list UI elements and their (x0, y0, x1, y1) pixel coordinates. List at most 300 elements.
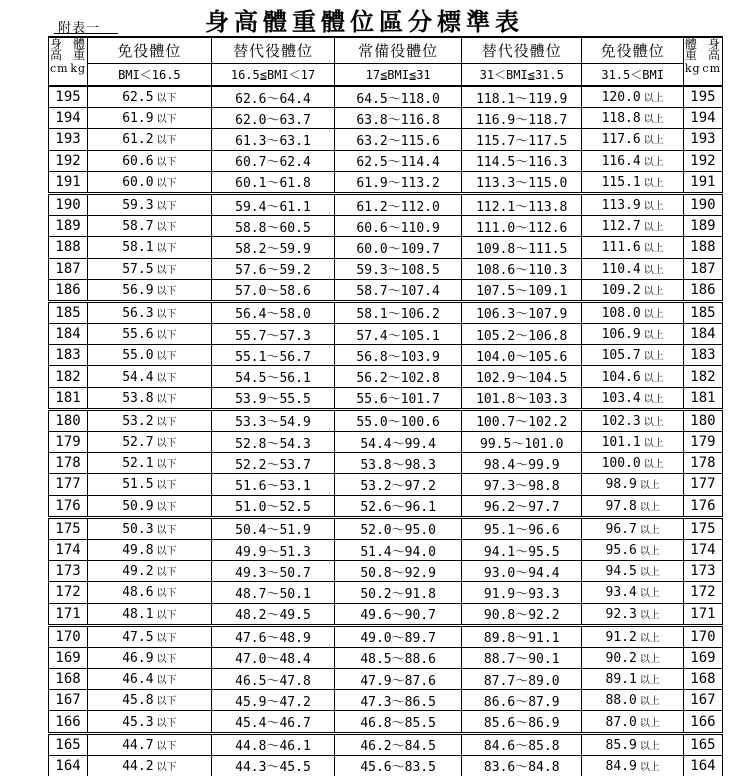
exempt-low-cell-suffix: 以下 (156, 524, 177, 536)
height-cell-right (683, 345, 722, 366)
table-row (49, 690, 723, 711)
regular-cell-value: 60.6～110.9 (356, 220, 440, 236)
regular-cell (335, 366, 462, 387)
substitute-low-cell (211, 237, 335, 258)
substitute-high-cell-value: 94.1～95.5 (483, 544, 560, 560)
exempt-high-cell-value: 93.4 (605, 585, 637, 601)
regular-cell (335, 603, 462, 625)
exempt-low-cell-value: 49.8 (122, 543, 154, 559)
substitute-high-cell (462, 690, 582, 711)
substitute-high-cell (462, 366, 582, 387)
substitute-low-cell-value: 44.3～45.5 (235, 760, 311, 776)
regular-cell (335, 279, 462, 301)
height-cell (49, 387, 88, 409)
substitute-high-cell-value: 109.8～111.5 (476, 241, 568, 257)
stub-left-char: 重 (73, 48, 87, 62)
exempt-high-cell (582, 129, 683, 150)
stub-right-char: 重 (684, 48, 698, 62)
regular-cell (335, 409, 462, 431)
exempt-high-cell-suffix: 以上 (643, 351, 664, 363)
exempt-low-cell-value: 54.4 (122, 369, 154, 385)
exempt-high-cell-suffix: 以上 (643, 393, 664, 405)
substitute-high-cell (462, 582, 582, 603)
exempt-high-cell-value: 94.5 (605, 564, 637, 580)
regular-cell (335, 86, 462, 108)
exempt-low-cell-value: 48.1 (122, 606, 154, 622)
substitute-low-cell-value: 58.8～60.5 (235, 220, 311, 236)
substitute-high-cell-value: 96.2～97.7 (483, 500, 560, 516)
substitute-high-cell (462, 711, 582, 733)
exempt-low-cell (88, 690, 212, 711)
table-row (49, 432, 723, 453)
exempt-high-cell-suffix: 以上 (639, 653, 660, 665)
height-cell-right (683, 755, 722, 776)
substitute-low-cell (211, 366, 335, 387)
exempt-high-cell-suffix: 以上 (643, 201, 664, 213)
exempt-low-cell-suffix: 以下 (156, 156, 177, 168)
exempt-high-cell-suffix: 以上 (643, 459, 664, 471)
exempt-low-cell (88, 237, 212, 258)
substitute-high-cell-value: 83.6～84.8 (483, 760, 560, 776)
substitute-high-cell-value: 84.6～85.8 (483, 739, 560, 755)
regular-cell (335, 171, 462, 193)
exempt-high-cell-suffix: 以上 (639, 761, 660, 773)
height-cell-value: 178 (55, 455, 81, 472)
substitute-high-cell-value: 105.2～106.8 (476, 328, 568, 344)
substitute-low-cell (211, 625, 335, 647)
exempt-low-cell-suffix: 以下 (156, 201, 177, 213)
exempt-high-cell-suffix: 以上 (643, 156, 664, 168)
substitute-low-cell-value: 62.6～64.4 (235, 91, 311, 107)
height-cell-right (683, 193, 722, 215)
substitute-low-cell-value: 45.9～47.2 (235, 694, 311, 710)
appendix-underline (54, 33, 118, 34)
substitute-low-cell-value: 51.6～53.1 (235, 478, 311, 494)
height-cell (49, 690, 88, 711)
regular-cell-value: 53.8～98.3 (360, 457, 436, 473)
regular-cell-value: 47.9～87.6 (360, 673, 436, 689)
exempt-low-cell-suffix: 以下 (156, 264, 177, 276)
substitute-low-cell (211, 86, 335, 108)
exempt-low-cell-value: 45.8 (122, 693, 154, 709)
exempt-high-cell-suffix: 以上 (639, 546, 660, 558)
exempt-low-cell-value: 45.3 (122, 714, 154, 730)
substitute-low-cell-value: 46.5～47.8 (235, 673, 311, 689)
substitute-low-cell-value: 45.4～46.7 (235, 716, 311, 732)
substitute-high-cell (462, 453, 582, 474)
height-cell-right (683, 603, 722, 625)
height-cell-value: 187 (55, 260, 81, 277)
exempt-high-cell (582, 711, 683, 733)
height-cell-value: 177 (55, 476, 81, 493)
exempt-low-cell (88, 171, 212, 193)
stub-right-char: 身 (707, 37, 721, 51)
regular-cell (335, 324, 462, 345)
substitute-low-cell-value: 55.7～57.3 (235, 328, 311, 344)
height-cell-value: 189 (55, 218, 81, 235)
regular-cell-value: 52.0～95.0 (360, 523, 436, 539)
exempt-low-cell-suffix: 以下 (156, 609, 177, 621)
exempt-low-cell-suffix: 以下 (156, 114, 177, 126)
height-cell-value: 183 (55, 347, 81, 364)
exempt-low-cell-suffix: 以下 (156, 459, 177, 471)
height-cell-right-value: 184 (690, 326, 716, 343)
regular-cell-value: 47.3～86.5 (360, 694, 436, 710)
exempt-low-cell (88, 193, 212, 215)
exempt-low-cell-value: 44.2 (122, 758, 154, 774)
height-cell-right (683, 474, 722, 495)
table-row (49, 171, 723, 193)
regular-cell-value: 61.9～113.2 (356, 176, 440, 192)
stub-left-char: 身 (50, 37, 64, 51)
substitute-high-cell-value: 106.3～107.9 (476, 307, 568, 323)
exempt-low-cell (88, 647, 212, 668)
height-cell (49, 669, 88, 690)
table-row (49, 647, 723, 668)
height-cell (49, 409, 88, 431)
substitute-low-cell (211, 711, 335, 733)
regular-cell-value: 51.4～94.0 (360, 544, 436, 560)
exempt-high-cell-value: 98.9 (605, 477, 637, 493)
height-cell (49, 301, 88, 323)
substitute-high-cell (462, 432, 582, 453)
exempt-high-cell-suffix: 以上 (639, 480, 660, 492)
exempt-high-cell-suffix: 以上 (639, 609, 660, 621)
exempt-low-cell-suffix: 以下 (156, 761, 177, 773)
exempt-low-cell (88, 582, 212, 603)
table-row (49, 561, 723, 582)
exempt-high-cell-value: 117.6 (601, 132, 641, 148)
exempt-low-cell (88, 603, 212, 625)
bmi-standard-table (48, 36, 723, 776)
regular-cell (335, 625, 462, 647)
regular-cell-value: 63.2～115.6 (356, 133, 440, 149)
regular-cell-value: 50.8～92.9 (360, 565, 436, 581)
substitute-low-cell (211, 108, 335, 129)
substitute-high-cell-value: 93.0～94.4 (483, 565, 560, 581)
exempt-low-cell (88, 366, 212, 387)
height-cell (49, 366, 88, 387)
regular-cell (335, 711, 462, 733)
exempt-high-cell (582, 625, 683, 647)
column-header-label: 替代役體位 (211, 37, 335, 64)
height-cell (49, 561, 88, 582)
exempt-high-cell-suffix: 以上 (643, 416, 664, 428)
substitute-high-cell-value: 86.6～87.9 (483, 694, 560, 710)
page-title: 身高體重體位區分標準表 (205, 7, 524, 36)
exempt-low-cell-suffix: 以下 (156, 546, 177, 558)
exempt-high-cell-suffix: 以上 (643, 372, 664, 384)
height-cell-right (683, 258, 722, 279)
exempt-high-cell-value: 92.3 (605, 606, 637, 622)
exempt-high-cell (582, 517, 683, 539)
height-cell-right-value: 172 (690, 584, 716, 601)
table-row (49, 86, 723, 108)
height-cell-right-value: 182 (690, 368, 716, 385)
exempt-low-cell-value: 61.9 (122, 111, 154, 127)
height-cell-value: 176 (55, 497, 81, 514)
exempt-low-cell (88, 279, 212, 301)
height-cell (49, 647, 88, 668)
table-row (49, 409, 723, 431)
substitute-low-cell (211, 301, 335, 323)
exempt-high-cell-value: 88.0 (605, 693, 637, 709)
height-cell-right-value: 165 (690, 736, 716, 753)
height-cell (49, 711, 88, 733)
height-cell-right-value: 175 (690, 520, 716, 537)
substitute-low-cell (211, 432, 335, 453)
height-cell-right-value: 167 (690, 692, 716, 709)
exempt-high-cell-suffix: 以上 (643, 177, 664, 189)
exempt-low-cell-value: 48.6 (122, 585, 154, 601)
table-row (49, 324, 723, 345)
regular-cell (335, 495, 462, 517)
substitute-low-cell (211, 690, 335, 711)
height-cell-value: 182 (55, 368, 81, 385)
height-cell-right (683, 409, 722, 431)
exempt-high-cell (582, 647, 683, 668)
height-cell-value: 192 (55, 152, 81, 169)
exempt-high-cell (582, 366, 683, 387)
height-cell (49, 603, 88, 625)
exempt-high-cell-suffix: 以上 (643, 438, 664, 450)
stub-right-unit: kg (684, 62, 701, 75)
height-cell-right (683, 237, 722, 258)
height-cell-right-value: 195 (690, 89, 716, 106)
exempt-high-cell (582, 474, 683, 495)
regular-cell-value: 55.0～100.6 (356, 415, 440, 431)
exempt-low-cell (88, 129, 212, 150)
exempt-high-cell-value: 106.9 (601, 327, 641, 343)
exempt-high-cell-value: 97.8 (605, 498, 637, 514)
height-cell (49, 453, 88, 474)
regular-cell (335, 474, 462, 495)
column-header-range: 31.5＜BMI (582, 64, 683, 87)
substitute-low-cell-value: 47.6～48.9 (235, 631, 311, 647)
exempt-low-cell-suffix: 以下 (156, 372, 177, 384)
regular-cell-value: 49.0～89.7 (360, 631, 436, 647)
substitute-low-cell (211, 539, 335, 560)
height-cell-value: 190 (55, 197, 81, 214)
exempt-low-cell-value: 55.0 (122, 348, 154, 364)
substitute-high-cell-value: 104.0～105.6 (476, 349, 568, 365)
substitute-high-cell-value: 108.6～110.3 (476, 263, 568, 279)
regular-cell-value: 61.2～112.0 (356, 199, 440, 215)
table-row (49, 711, 723, 733)
exempt-high-cell-value: 113.9 (601, 198, 641, 214)
exempt-low-cell (88, 258, 212, 279)
exempt-low-cell-suffix: 以下 (156, 416, 177, 428)
exempt-high-cell (582, 539, 683, 560)
table-row (49, 453, 723, 474)
exempt-low-cell-value: 52.7 (122, 435, 154, 451)
exempt-low-cell-value: 44.7 (122, 737, 154, 753)
regular-cell-value: 58.1～106.2 (356, 307, 440, 323)
exempt-high-cell-value: 104.6 (601, 369, 641, 385)
substitute-high-cell-value: 97.3～98.8 (483, 478, 560, 494)
substitute-low-cell (211, 603, 335, 625)
height-cell-value: 171 (55, 605, 81, 622)
substitute-low-cell (211, 495, 335, 517)
exempt-high-cell-suffix: 以上 (643, 330, 664, 342)
height-cell-right (683, 216, 722, 237)
regular-cell (335, 669, 462, 690)
substitute-low-cell-value: 51.0～52.5 (235, 500, 311, 516)
height-cell-right-value: 194 (690, 110, 716, 127)
exempt-high-cell-value: 112.7 (601, 219, 641, 235)
exempt-low-cell-value: 56.3 (122, 305, 154, 321)
exempt-high-cell (582, 258, 683, 279)
height-cell-right (683, 625, 722, 647)
exempt-low-cell-value: 60.0 (122, 174, 154, 190)
substitute-high-cell-value: 102.9～104.5 (476, 371, 568, 387)
substitute-low-cell (211, 669, 335, 690)
exempt-low-cell-value: 56.9 (122, 282, 154, 298)
exempt-high-cell-value: 96.7 (605, 521, 637, 537)
exempt-low-cell (88, 345, 212, 366)
height-cell-right-value: 189 (690, 218, 716, 235)
exempt-high-cell-value: 87.0 (605, 714, 637, 730)
substitute-low-cell-value: 60.1～61.8 (235, 176, 311, 192)
exempt-low-cell-suffix: 以下 (156, 501, 177, 513)
substitute-high-cell (462, 301, 582, 323)
table-row (49, 755, 723, 776)
exempt-low-cell-suffix: 以下 (156, 135, 177, 147)
table-row (49, 237, 723, 258)
regular-cell-value: 56.8～103.9 (356, 349, 440, 365)
table-row (49, 366, 723, 387)
substitute-high-cell-value: 85.6～86.9 (483, 716, 560, 732)
substitute-high-cell (462, 387, 582, 409)
substitute-low-cell-value: 44.8～46.1 (235, 739, 311, 755)
regular-cell (335, 345, 462, 366)
exempt-low-cell-value: 60.6 (122, 153, 154, 169)
table-row (49, 669, 723, 690)
height-cell-right (683, 669, 722, 690)
substitute-low-cell (211, 755, 335, 776)
substitute-low-cell-value: 59.4～61.1 (235, 199, 311, 215)
exempt-high-cell-value: 111.6 (601, 240, 641, 256)
height-cell-right (683, 279, 722, 301)
exempt-high-cell-suffix: 以上 (643, 114, 664, 126)
stub-right-char: 高 (707, 48, 721, 62)
substitute-high-cell-value: 98.4～99.9 (483, 457, 560, 473)
exempt-low-cell-value: 49.2 (122, 564, 154, 580)
height-cell (49, 474, 88, 495)
substitute-low-cell (211, 582, 335, 603)
exempt-high-cell (582, 108, 683, 129)
height-cell-value: 173 (55, 563, 81, 580)
substitute-high-cell (462, 755, 582, 776)
exempt-low-cell-value: 47.5 (122, 629, 154, 645)
exempt-low-cell-value: 58.1 (122, 240, 154, 256)
regular-cell-value: 60.0～109.7 (356, 241, 440, 257)
exempt-high-cell (582, 387, 683, 409)
height-cell-value: 193 (55, 131, 81, 148)
height-cell-value: 184 (55, 326, 81, 343)
exempt-high-cell (582, 582, 683, 603)
substitute-high-cell (462, 86, 582, 108)
regular-cell-value: 56.2～102.8 (356, 371, 440, 387)
regular-cell (335, 108, 462, 129)
column-header-range: BMI＜16.5 (88, 64, 212, 87)
exempt-low-cell (88, 409, 212, 431)
substitute-low-cell-value: 48.2～49.5 (235, 608, 311, 624)
exempt-low-cell-value: 50.9 (122, 498, 154, 514)
substitute-high-cell (462, 237, 582, 258)
exempt-low-cell-value: 52.1 (122, 456, 154, 472)
substitute-low-cell (211, 647, 335, 668)
column-header-range: 17≦BMI≦31 (335, 64, 462, 87)
height-cell (49, 324, 88, 345)
exempt-low-cell-suffix: 以下 (156, 393, 177, 405)
substitute-low-cell-value: 58.2～59.9 (235, 241, 311, 257)
substitute-high-cell (462, 517, 582, 539)
height-cell-value: 174 (55, 542, 81, 559)
exempt-low-cell-value: 51.5 (122, 477, 154, 493)
exempt-high-cell (582, 603, 683, 625)
regular-cell (335, 453, 462, 474)
exempt-high-cell-suffix: 以上 (639, 567, 660, 579)
exempt-high-cell-suffix: 以上 (643, 93, 664, 105)
substitute-low-cell (211, 474, 335, 495)
exempt-low-cell-suffix: 以下 (156, 740, 177, 752)
height-cell-right (683, 301, 722, 323)
exempt-low-cell-suffix: 以下 (156, 243, 177, 255)
exempt-low-cell-suffix: 以下 (156, 717, 177, 729)
stub-left-unit: kg (70, 62, 87, 75)
substitute-high-cell (462, 625, 582, 647)
height-cell-value: 170 (55, 628, 81, 645)
regular-cell-value: 63.8～116.8 (356, 112, 440, 128)
column-header-range: 16.5≦BMI＜17 (211, 64, 335, 87)
regular-cell-value: 52.6～96.1 (360, 500, 436, 516)
substitute-high-cell (462, 258, 582, 279)
substitute-low-cell (211, 258, 335, 279)
height-cell-right-value: 181 (690, 389, 716, 406)
height-cell (49, 86, 88, 108)
height-cell-right-value: 191 (690, 173, 716, 190)
height-cell-right (683, 561, 722, 582)
exempt-high-cell-value: 101.1 (601, 435, 641, 451)
height-cell (49, 432, 88, 453)
substitute-high-cell (462, 539, 582, 560)
height-cell-right-value: 173 (690, 563, 716, 580)
exempt-low-cell (88, 474, 212, 495)
height-cell (49, 279, 88, 301)
stub-left-unit: cm (50, 62, 69, 75)
exempt-high-cell-value: 115.1 (601, 174, 641, 190)
exempt-high-cell-suffix: 以上 (639, 588, 660, 600)
height-cell (49, 150, 88, 171)
exempt-high-cell (582, 150, 683, 171)
substitute-high-cell-value: 91.9～93.3 (483, 586, 560, 602)
substitute-low-cell (211, 324, 335, 345)
table-row (49, 495, 723, 517)
regular-cell-value: 49.6～90.7 (360, 608, 436, 624)
substitute-high-cell (462, 171, 582, 193)
exempt-low-cell-value: 53.2 (122, 413, 154, 429)
exempt-low-cell-suffix: 以下 (156, 93, 177, 105)
exempt-low-cell (88, 711, 212, 733)
substitute-high-cell (462, 647, 582, 668)
table-row (49, 258, 723, 279)
substitute-low-cell-value: 55.1～56.7 (235, 349, 311, 365)
exempt-high-cell-suffix: 以上 (639, 632, 660, 644)
stub-left-char: 體 (73, 37, 87, 51)
exempt-low-cell (88, 108, 212, 129)
height-cell-value: 185 (55, 304, 81, 321)
